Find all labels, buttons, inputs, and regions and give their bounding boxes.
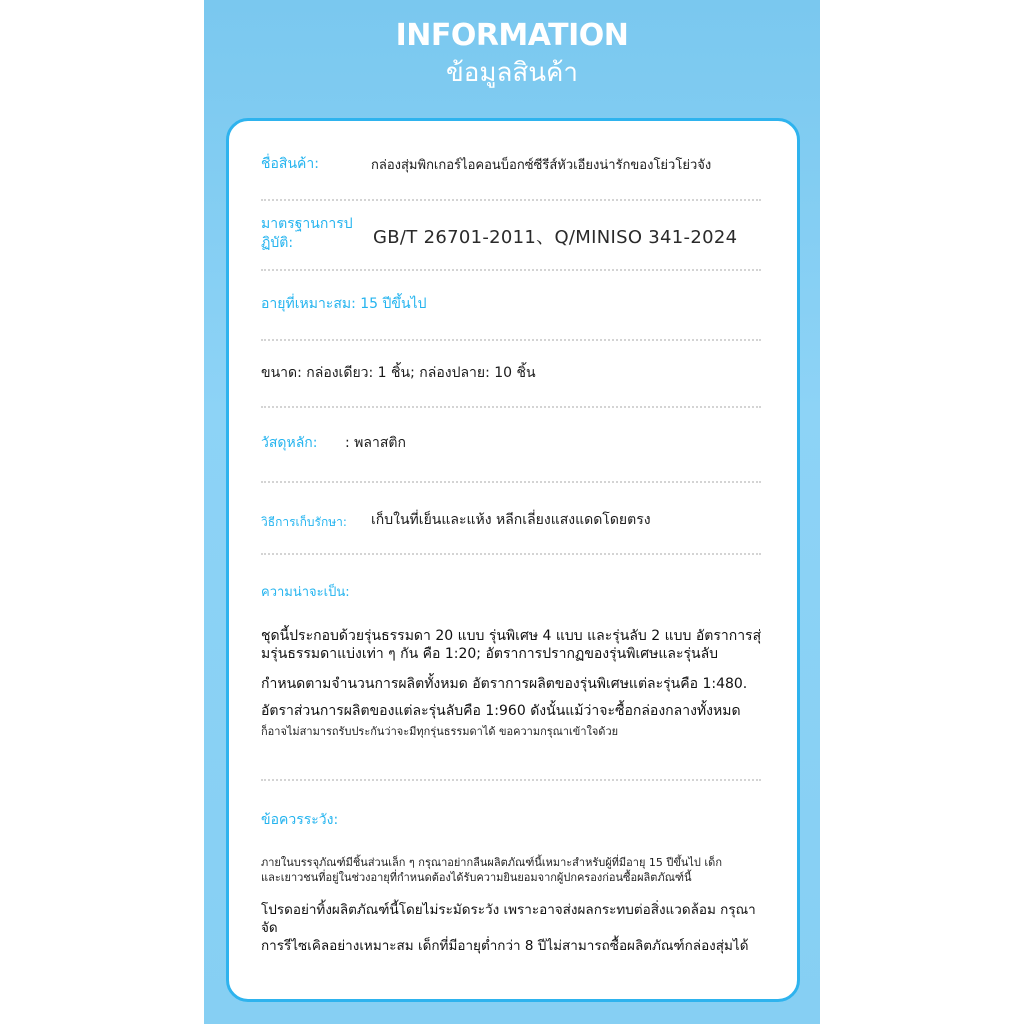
age-value: 15 ปีขึ้นไป — [355, 296, 427, 312]
caution-section — [261, 809, 767, 954]
storage-row — [261, 511, 767, 532]
standard-label: มาตรฐานการป ฏิบัติ: — [261, 216, 353, 251]
standard-row — [261, 215, 767, 263]
material-row — [261, 432, 767, 454]
storage-label: วิธีการเก็บรักษา: — [261, 515, 347, 529]
header-subtitle: ข้อมูลสินค้า — [445, 58, 579, 88]
size-row — [261, 362, 767, 384]
divider — [261, 779, 761, 781]
material-label: วัสดุหลัก: — [261, 435, 318, 451]
standard-value: GB/T 26701-2011、Q/MINISO 341-2024 — [373, 227, 738, 248]
header-title: INFORMATION — [395, 18, 629, 53]
material-value: : พลาสติก — [345, 435, 406, 451]
probability-line: อัตราส่วนการผลิตของแต่ละรุ่นลับคือ 1:960 ดังนั้นแม้ว่าจะซื้อกล่องกลางทั้งหมด — [261, 703, 741, 719]
product-name-label: ชื่อสินค้า: — [261, 156, 319, 172]
info-card — [226, 118, 800, 1002]
probability-line: มรุ่นธรรมดาแบ่งเท่า ๆ กัน คือ 1:20; อัตราการปรากฏของรุ่นพิเศษและรุ่นลับ — [261, 646, 719, 662]
caution-small-line: ภายในบรรจุภัณฑ์มีชิ้นส่วนเล็ก ๆ กรุณาอย่ากลืนผลิตภัณฑ์นี้เหมาะสำหรับผู้ที่มีอายุ 15 ปีขึ้นไป เด็ก — [261, 856, 722, 869]
product-name-row — [261, 153, 767, 175]
divider — [261, 406, 761, 408]
probability-label: ความน่าจะเป็น: — [261, 585, 350, 600]
probability-note: ก็อาจไม่สามารถรับประกันว่าจะมีทุกรุ่นธรรมดาได้ ขอความกรุณาเข้าใจด้วย — [261, 725, 619, 738]
size-text: ขนาด: กล่องเดียว: 1 ชิ้น; กล่องปลาย: 10 ชิ้น — [261, 365, 536, 381]
caution-line: โปรดอย่าทิ้งผลิตภัณฑ์นี้โดยไม่ระมัดระวัง เพราะอาจส่งผลกระทบต่อสิ่งแวดล้อม กรุณาจัด — [261, 902, 756, 936]
divider — [261, 553, 761, 555]
divider — [261, 199, 761, 201]
product-name-value: กล่องสุ่มพิกเกอร์ไอคอนบ็อกซ์ซีรีส์หัวเอียงน่ารักของโย่วโย่วจัง — [371, 158, 712, 173]
probability-line: ชุดนี้ประกอบด้วยรุ่นธรรมดา 20 แบบ รุ่นพิเศษ 4 แบบ และรุ่นลับ 2 แบบ อัตราการสุ่ — [261, 628, 762, 644]
info-panel — [204, 0, 820, 1024]
probability-section — [261, 581, 767, 738]
caution-line: การรีไซเคิลอย่างเหมาะสม เด็กที่มีอายุต่ำกว่า 8 ปีไม่สามารถซื้อผลิตภัณฑ์กล่องสุ่มได้ — [261, 938, 749, 954]
caution-label: ข้อควรระวัง: — [261, 812, 339, 828]
divider — [261, 269, 761, 271]
probability-line: กำหนดตามจำนวนการผลิตทั้งหมด อัตราการผลิตของรุ่นพิเศษแต่ละรุ่นคือ 1:480. — [261, 676, 748, 692]
caution-small-line: และเยาวชนที่อยู่ในช่วงอายุที่กำหนดต้องได้รับความยินยอมจากผู้ปกครองก่อนซื้อผลิตภัณฑ์นี้ — [261, 871, 692, 884]
age-row — [261, 293, 767, 315]
divider — [261, 339, 761, 341]
divider — [261, 481, 761, 483]
age-label: อายุที่เหมาะสม: — [261, 296, 356, 312]
storage-value: เก็บในที่เย็นและแห้ง หลีกเลี่ยงแสงแดดโดยตรง — [371, 512, 651, 528]
